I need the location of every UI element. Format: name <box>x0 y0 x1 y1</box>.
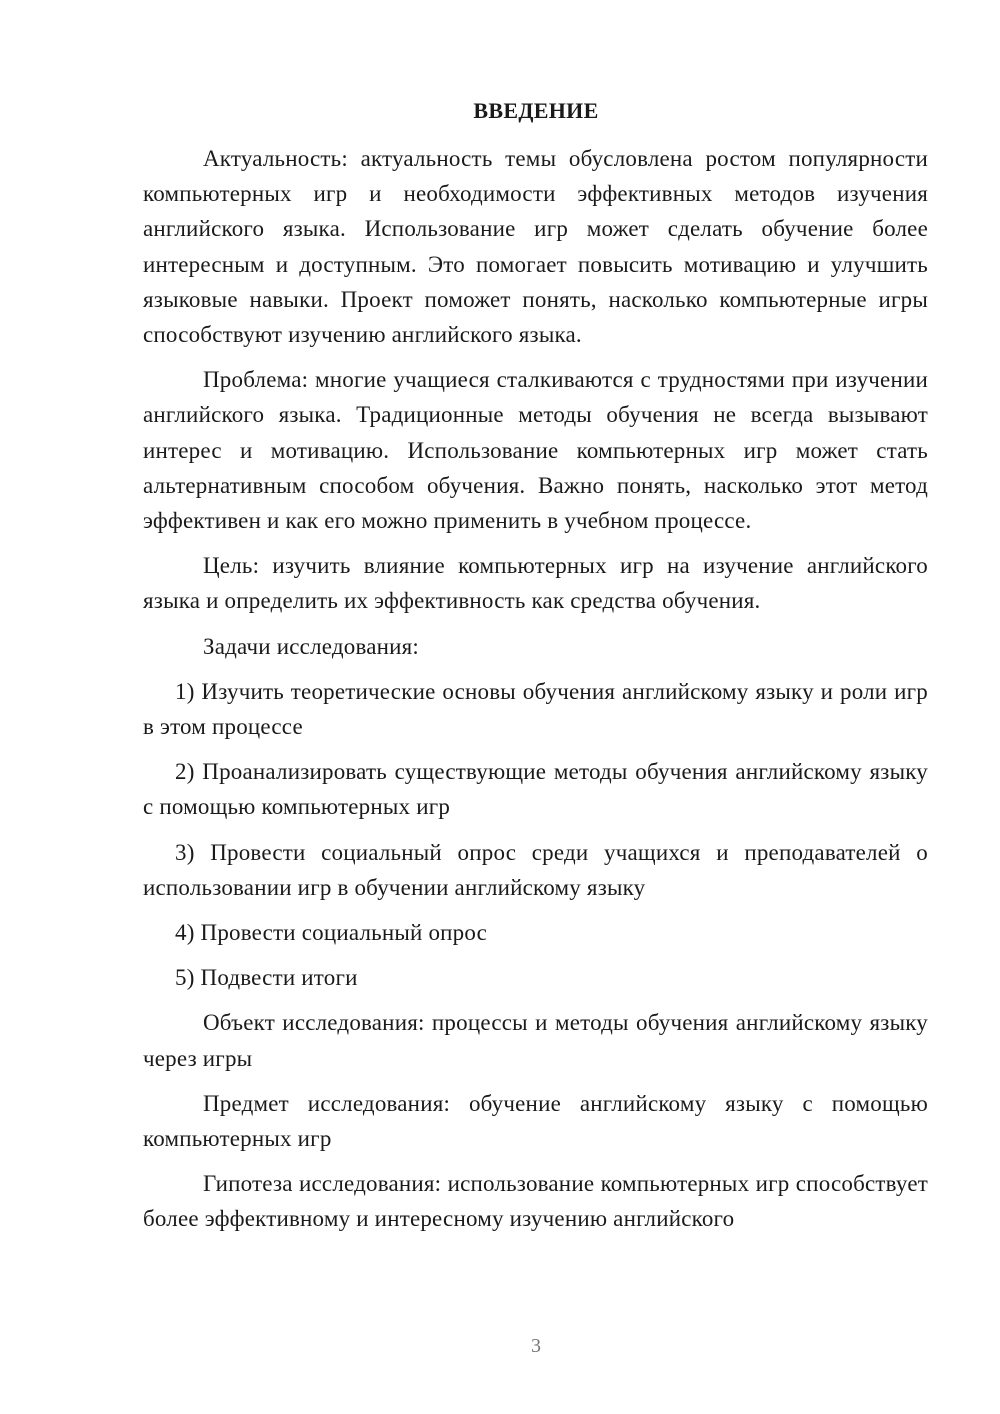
task-item-1: 1) Изучить теоретические основы обучения английскому языку и роли игр в этом процессе <box>143 678 928 740</box>
task-item-2: 2) Проанализировать существующие методы обучения английскому языку с помощью компьютерных игр <box>143 759 928 820</box>
paragraph-hypothesis: Гипотеза исследования: использование компьютерных игр способствует более эффективному и интересному изучению английского <box>143 1171 928 1232</box>
paragraph-object: Объект исследования: процессы и методы обучения английскому языку через игры <box>143 1010 928 1071</box>
paragraph-subject: Предмет исследования: обучение английскому языку с помощью компьютерных игр <box>143 1090 928 1152</box>
task-item-3: 3) Провести социальный опрос среди учащихся и преподавателей о использовании игр в обучении английскому языку <box>143 839 928 900</box>
task-item-4: 4) Провести социальный опрос <box>175 920 488 946</box>
document-body <box>143 141 928 1247</box>
paragraph-goal: Цель: изучить влияние компьютерных игр на изучение английского языка и определить их эффективность как средства обучения. <box>143 553 928 614</box>
page-number: 3 <box>531 1335 541 1357</box>
task-item-5: 5) Подвести итоги <box>175 965 358 991</box>
paragraph-tasks-heading: Задачи исследования: <box>203 633 420 659</box>
paragraph-problem: Проблема: многие учащиеся сталкиваются с трудностями при изучении английского языка. Традиционные методы обучения не всегда вызывают интерес и мотивацию. Использование компьютерных игр может стать альтернативным способом обучения. Важно понять, насколько этот метод эффективен и как его можно применить в учебном процессе. <box>143 367 928 534</box>
paragraph-relevance: Актуальность: актуальность темы обусловлена ростом популярности компьютерных игр и необходимости эффективных методов изучения английского языка. Использование игр может сделать обучение более интересным и доступным. Это помогает повысить мотивацию и улучшить языковые навыки. Проект поможет понять, насколько компьютерные игры способствуют изучению английского языка. <box>143 146 928 348</box>
page-title: ВВЕДЕНИЕ <box>473 98 599 123</box>
